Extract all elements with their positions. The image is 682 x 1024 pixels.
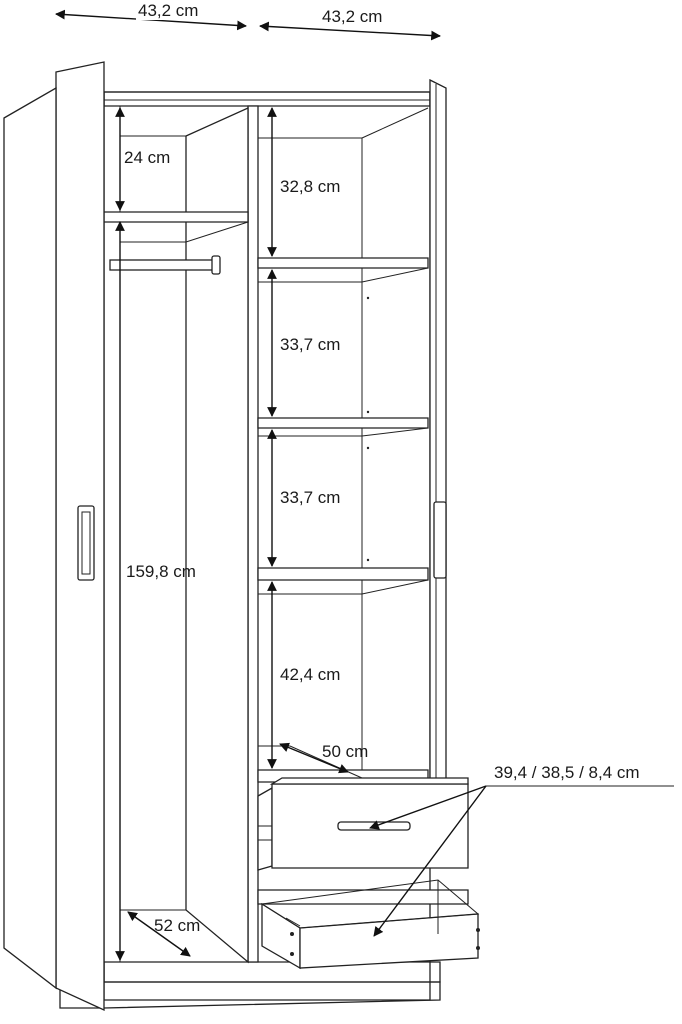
label-shelf-1: 32,8 cm (280, 177, 341, 196)
label-shelf-3: 33,7 cm (280, 488, 341, 507)
left-door-handle (78, 506, 94, 580)
label-shelf-4: 42,4 cm (280, 665, 341, 684)
partition-side (186, 108, 248, 962)
label-hanging: 159,8 cm (126, 562, 196, 581)
label-drawer-size: 39,4 / 38,5 / 8,4 cm (494, 763, 640, 782)
lower-drawer (258, 880, 480, 968)
upper-drawer (258, 778, 468, 870)
right-door-handle (434, 502, 446, 578)
dim-right-door-width (260, 26, 440, 36)
left-top-shelf (104, 212, 248, 222)
label-depth-right: 50 cm (322, 742, 369, 761)
center-partition (248, 106, 258, 962)
right-door (430, 80, 446, 806)
wardrobe-carcass (60, 92, 440, 1008)
label-left-top: 24 cm (124, 148, 171, 167)
label-right-door-width: 43,2 cm (322, 7, 383, 26)
label-depth-left: 52 cm (154, 916, 201, 935)
label-left-door-width: 43,2 cm (138, 1, 199, 20)
label-shelf-2: 33,7 cm (280, 335, 341, 354)
left-door (4, 62, 104, 1010)
